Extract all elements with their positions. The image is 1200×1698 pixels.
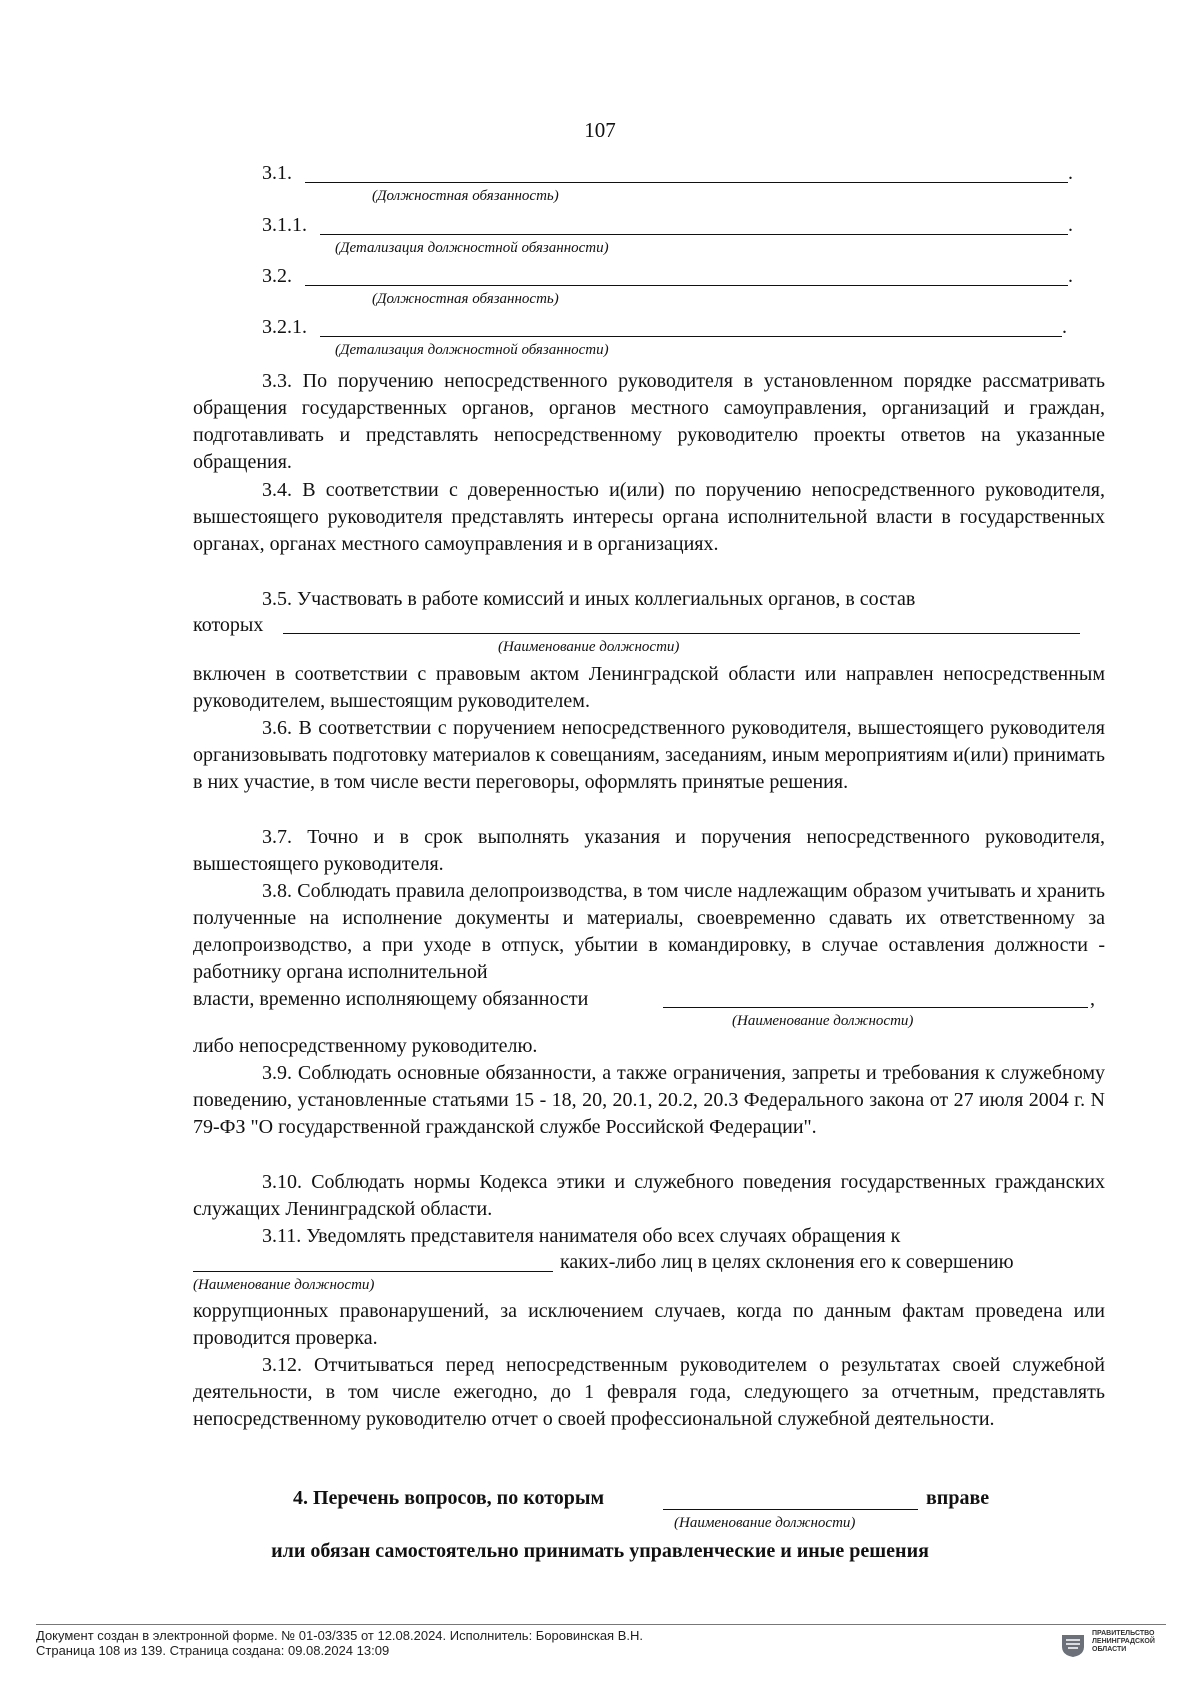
section-4-heading-line2: или обязан самостоятельно принимать управленческие и иные решения (271, 1540, 929, 1562)
paragraph-3-6: 3.6. В соответствии с поручением непосредственного руководителя, вышестоящего руководителя организовывать подготовку материалов к совещаниям, заседаниям, иным мероприятиям и(или) принимать в них участие, в том числе вести переговоры, оформлять принятые решения. (193, 717, 1105, 793)
item-3-2-1-number: 3.2.1. (262, 316, 307, 338)
section-4-heading-part2: вправе (926, 1487, 990, 1509)
duty-detail-caption: (Детализация должностной обязанности) (335, 240, 609, 256)
position-name-caption: (Наименование должности) (732, 1013, 914, 1029)
paragraph-3-8-continued: либо непосредственному руководителю. (193, 1035, 538, 1057)
duty-caption: (Должностная обязанность) (372, 188, 559, 204)
position-name-blank-3-5 (283, 633, 1080, 634)
duty-caption: (Должностная обязанность) (372, 291, 559, 307)
emblem-icon (1060, 1632, 1086, 1658)
paragraph-3-11-persons: каких-либо лиц в целях склонения его к совершению (560, 1251, 1014, 1273)
item-3-2-1-dot: . (1062, 316, 1067, 338)
item-3-2-number: 3.2. (262, 265, 292, 287)
duty-3-2-blank (305, 285, 1068, 286)
logo-text: ПРАВИТЕЛЬСТВО ЛЕНИНГРАДСКОЙ ОБЛАСТИ (1092, 1630, 1155, 1653)
position-name-caption: (Наименование должности) (193, 1277, 375, 1293)
paragraph-3-12: 3.12. Отчитываться перед непосредственным руководителем о результатах своей служебной деятельности, в том числе ежегодно, до 1 февраля года, следующего за отчетным, представлять непосредственному руководителю отчет о своей профессиональной служебной деятельности. (193, 1354, 1105, 1430)
duty-detail-3-2-1-blank (320, 336, 1062, 337)
paragraph-3-8-comma: , (1090, 988, 1095, 1010)
footer-line-2: Страница 108 из 139. Страница создана: 09.08.2024 13:09 (36, 1643, 390, 1658)
duty-3-1-blank (305, 182, 1068, 183)
paragraph-3-5-continued: включен в соответствии с правовым актом Ленинградской области или направлен непосредственным руководителем, вышестоящим руководителем. (193, 663, 1105, 712)
item-3-2-dot: . (1068, 265, 1073, 287)
paragraph-3-8-acting: власти, временно исполняющему обязанности (193, 988, 589, 1010)
paragraph-3-11-line1: 3.11. Уведомлять представителя нанимателя обо всех случаях обращения к (262, 1225, 901, 1247)
position-name-blank-section-4 (663, 1509, 918, 1510)
paragraph-3-8: 3.8. Соблюдать правила делопроизводства, в том числе надлежащим образом учитывать и хранить полученные на исполнение документы и материалы, своевременно сдавать их ответственному за делопроизводство, а при уходе в отпуск, убытии в командировку, в случае оставления должности - работнику органа исполнительной (193, 880, 1105, 983)
paragraph-3-3: 3.3. По поручению непосредственного руководителя в установленном порядке рассматривать обращения государственных органов, органов местного самоуправления, организаций и граждан, подготавливать и представлять непосредственному руководителю проекты ответов на указанные обращения. (193, 370, 1105, 473)
position-name-blank-3-11 (193, 1271, 553, 1272)
footer-divider (36, 1624, 1166, 1625)
position-name-blank-3-8 (663, 1007, 1088, 1008)
paragraph-3-10: 3.10. Соблюдать нормы Кодекса этики и служебного поведения государственных гражданских служащих Ленинградской области. (193, 1171, 1105, 1220)
item-3-1-1-dot: . (1068, 214, 1073, 236)
item-3-1-dot: . (1068, 162, 1073, 184)
paragraph-3-4: 3.4. В соответствии с доверенностью и(или) по поручению непосредственного руководителя, вышестоящего руководителя представлять интересы органа исполнительной власти в государственных органах, органах местного самоуправления и в организациях. (193, 479, 1105, 555)
paragraph-3-9: 3.9. Соблюдать основные обязанности, а также ограничения, запреты и требования к служебному поведению, установленные статьями 15 - 18, 20, 20.1, 20.2, 20.3 Федерального закона от 27 июля 2004 г. N 79-ФЗ "О государственной гражданской службе Российской Федерации". (193, 1062, 1105, 1138)
section-4-heading-part1: 4. Перечень вопросов, по которым (293, 1487, 605, 1509)
duty-detail-caption: (Детализация должностной обязанности) (335, 342, 609, 358)
footer (36, 1628, 643, 1658)
paragraph-3-7: 3.7. Точно и в срок выполнять указания и поручения непосредственного руководителя, вышестоящего руководителя. (193, 826, 1105, 875)
item-3-1-1-number: 3.1.1. (262, 214, 307, 236)
duty-detail-3-1-1-blank (320, 234, 1068, 235)
paragraph-3-5-line1: 3.5. Участвовать в работе комиссий и иных коллегиальных органов, в состав (262, 588, 916, 610)
page-number: 107 (584, 118, 616, 142)
paragraph-3-11-continued: коррупционных правонарушений, за исключением случаев, когда по данным фактам проведена или проводится проверка. (193, 1300, 1105, 1349)
paragraph-3-5-which: которых (193, 614, 264, 636)
government-logo (1060, 1628, 1170, 1662)
item-3-1-number: 3.1. (262, 162, 292, 184)
position-name-caption: (Наименование должности) (674, 1515, 856, 1531)
position-name-caption: (Наименование должности) (498, 639, 680, 655)
footer-line-1: Документ создан в электронной форме. № 01-03/335 от 12.08.2024. Исполнитель: Боровинская В.Н. (36, 1628, 643, 1643)
